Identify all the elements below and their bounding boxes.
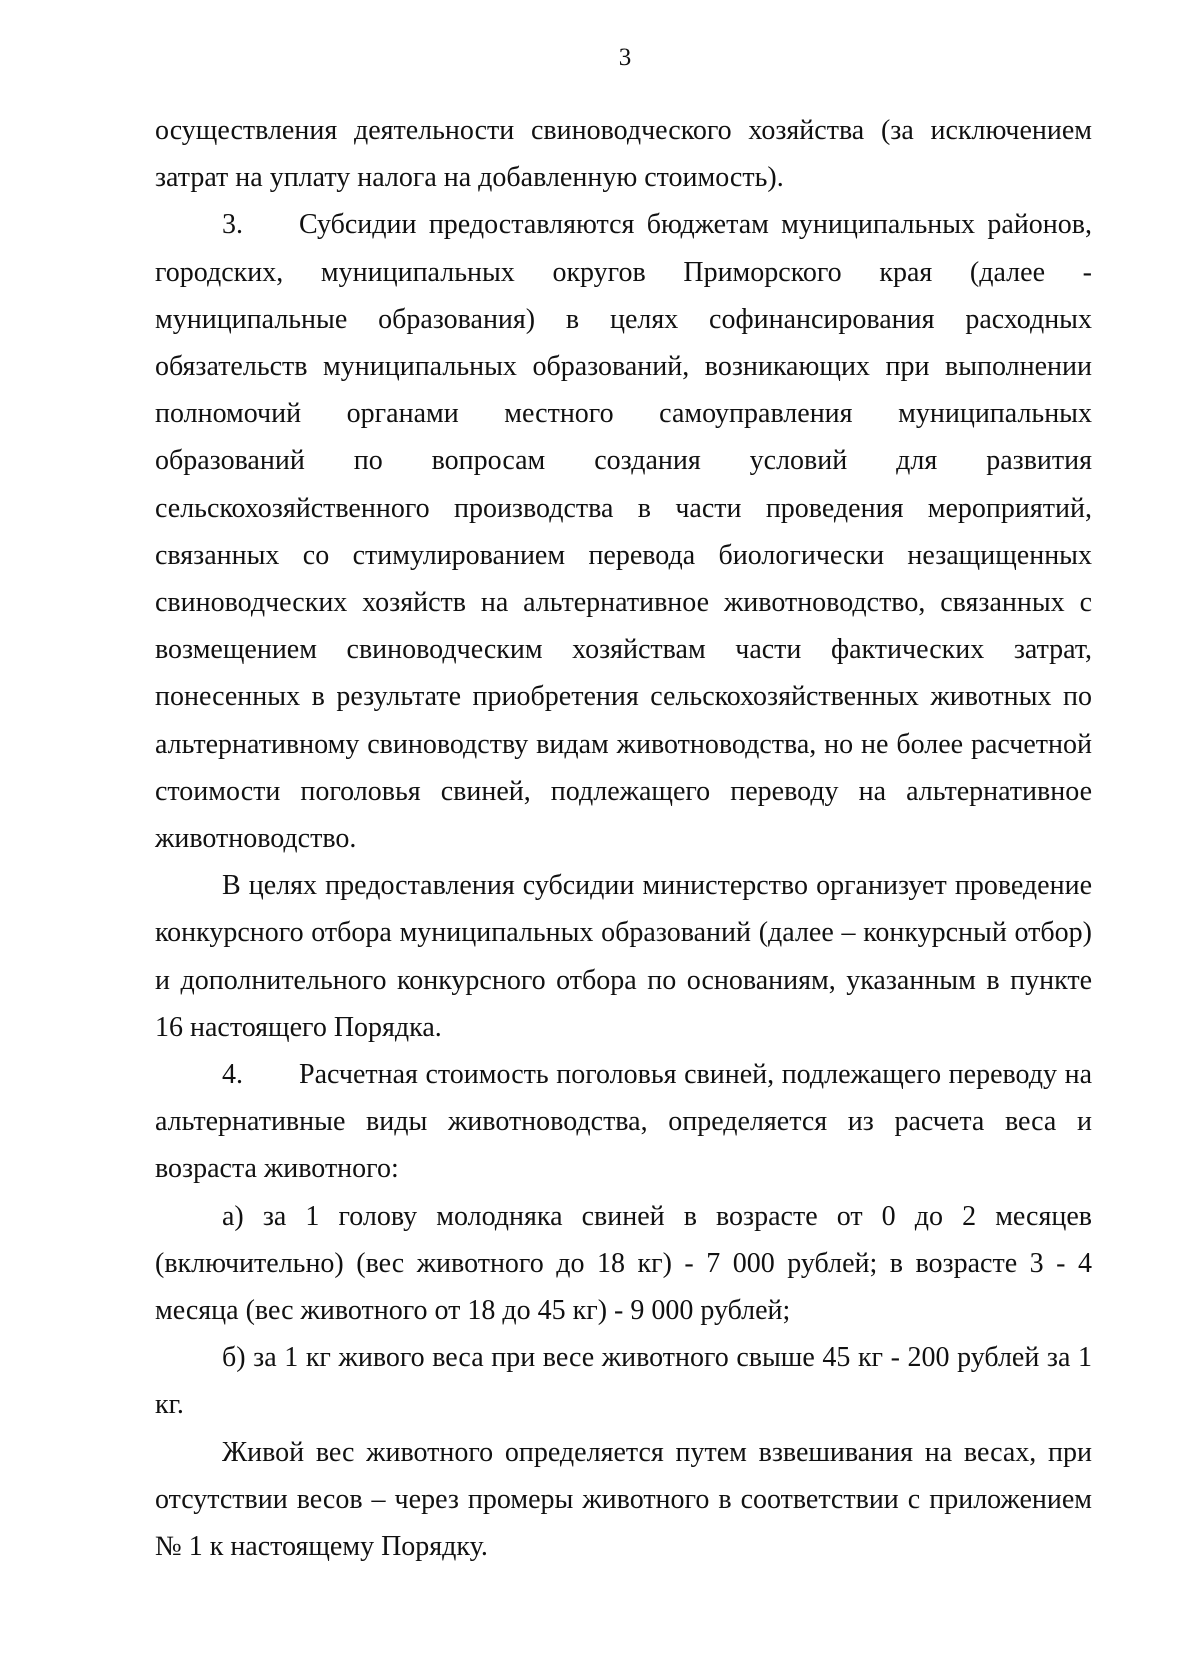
paragraph-subitem-a: а) за 1 голову молодняка свиней в возрасте от 0 до 2 месяцев (включительно) (вес животного до 18 кг) - 7 000 рублей; в возрасте 3 - 4 месяца (вес животного от 18 до 45 кг) - 9 000 рублей;	[155, 1200, 1092, 1327]
paragraph-subitem-b: б) за 1 кг живого веса при весе животного свыше 45 кг - 200 рублей за 1 кг.	[155, 1342, 1092, 1421]
document-body	[155, 107, 1092, 1570]
paragraph-competitive-selection: В целях предоставления субсидии министерство организует проведение конкурсного отбора муниципальных образований (далее – конкурсный отбор) и дополнительного конкурсного отбора по основаниям, указанным в пункте 16 настоящего Порядка.	[155, 870, 1092, 1043]
page-number: 3	[618, 44, 632, 71]
paragraph-item-4: 4. Расчетная стоимость поголовья свиней, подлежащего переводу на альтернативные виды животноводства, определяется из расчета веса и возраста животного:	[155, 1059, 1092, 1185]
paragraph-live-weight: Живой вес животного определяется путем взвешивания на весах, при отсутствии весов – через промеры животного в соответствии с приложением № 1 к настоящему Порядку.	[155, 1436, 1092, 1563]
paragraph-item-3: 3. Субсидии предоставляются бюджетам муниципальных районов, городских, муниципальных округов Приморского края (далее - муниципальные образования) в целях софинансирования расходных обязательств муниципальных образований, возникающих при выполнении полномочий органами местного самоуправления муниципальных образований по вопросам создания условий для развития сельскохозяйственного производства в части проведения мероприятий, связанных со стимулированием перевода биологически незащищенных свиноводческих хозяйств на альтернативное животноводство, связанных с возмещением свиноводческим хозяйствам части фактических затрат, понесенных в результате приобретения сельскохозяйственных животных по альтернативному свиноводству видам животноводства, но не более расчетной стоимости поголовья свиней, подлежащего переводу на альтернативное животноводство.	[155, 209, 1092, 855]
paragraph-continuation: осуществления деятельности свиноводческого хозяйства (за исключением затрат на уплату налога на добавленную стоимость).	[155, 115, 1092, 194]
